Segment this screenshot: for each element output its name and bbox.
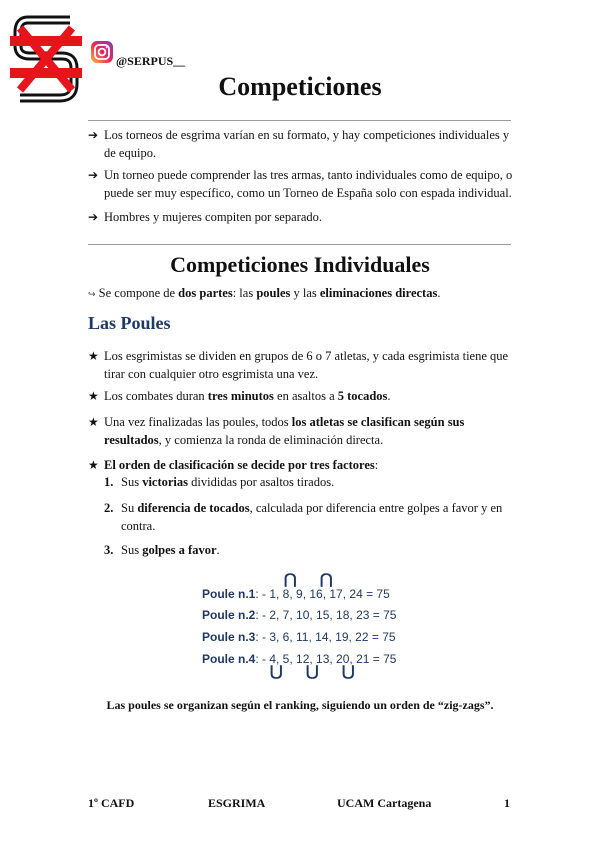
instagram-icon — [90, 40, 114, 64]
intro-bullet: ➔ Hombres y mujeres compiten por separado. — [88, 210, 322, 224]
poule-row: Poule n.2: - 2, 7, 10, 15, 18, 23 = 75 — [202, 608, 397, 622]
poule-row: Poule n.4: - 4, 5, 12, 13, 20, 21 = 75 — [202, 652, 397, 666]
page-number: 1 — [504, 796, 510, 810]
zigzag-arc-icon: ⋂ — [320, 570, 333, 588]
factor-item: 3. Sus golpes a favor. — [104, 543, 220, 557]
footer-subject: ESGRIMA — [208, 796, 266, 810]
factor-item: 1. Sus victorias divididas por asaltos tirados. — [104, 475, 335, 489]
star-icon: ★ — [88, 349, 99, 363]
star-icon: ★ — [88, 458, 99, 472]
divider — [88, 120, 511, 121]
footer-course: 1º CAFD — [88, 796, 135, 810]
star-icon: ★ — [88, 389, 99, 403]
arrow-icon: ➔ — [88, 128, 99, 142]
individual-intro: ↪ Se compone de dos partes: las poules y las eliminaciones directas. — [88, 286, 441, 300]
star-bullet: ★ El orden de clasificación se decide por tres factores: — [88, 458, 379, 472]
divider — [88, 244, 511, 245]
section-heading: Competiciones Individuales — [170, 252, 430, 277]
zigzag-arc-icon: ⋃ — [270, 662, 283, 680]
curved-arrow-icon: ↪ — [88, 290, 96, 300]
zigzag-arc-icon: ⋃ — [306, 662, 319, 680]
poule-row: Poule n.3: - 3, 6, 11, 14, 19, 22 = 75 — [202, 630, 396, 644]
zigzag-arc-icon: ⋃ — [342, 662, 355, 680]
footer-university: UCAM Cartagena — [337, 796, 432, 810]
instagram-handle: @SERPUS__ — [116, 54, 186, 68]
subsection-heading: Las Poules — [88, 313, 171, 333]
star-bullet: ★ Los combates duran tres minutos en asaltos a 5 tocados. — [88, 389, 391, 403]
star-icon: ★ — [88, 415, 99, 429]
arrow-icon: ➔ — [88, 168, 99, 182]
zigzag-arc-icon: ⋂ — [284, 570, 297, 588]
star-bullet: ★ Una vez finalizadas las poules, todos los atletas se clasifican según sus resultados, y comienza la ronda de eliminación directa. — [88, 415, 465, 447]
star-bullet: ★ Los esgrimistas se dividen en grupos de 6 o 7 atletas, y cada esgrimista tiene que tirar con cualquier otro esgrimista una vez. — [88, 349, 509, 381]
poule-row: Poule n.1: - 1, 8, 9, 16, 17, 24 = 75 — [202, 587, 390, 601]
arrow-icon: ➔ — [88, 210, 99, 224]
page-title: Competiciones — [218, 72, 382, 101]
intro-bullet: ➔ Los torneos de esgrima varían en su formato, y hay competiciones individuales y de equipo. — [88, 128, 510, 160]
intro-bullet: ➔ Un torneo puede comprender las tres armas, tanto individuales como de equipo, o puede ser muy específico, como un Torneo de España solo con espada individual. — [88, 168, 513, 200]
figure-caption: Las poules se organizan según el ranking, siguiendo un orden de “zig-zags”. — [106, 698, 494, 712]
factor-item: 2. Su diferencia de tocados, calculada por diferencia entre golpes a favor y en contra. — [104, 501, 503, 533]
